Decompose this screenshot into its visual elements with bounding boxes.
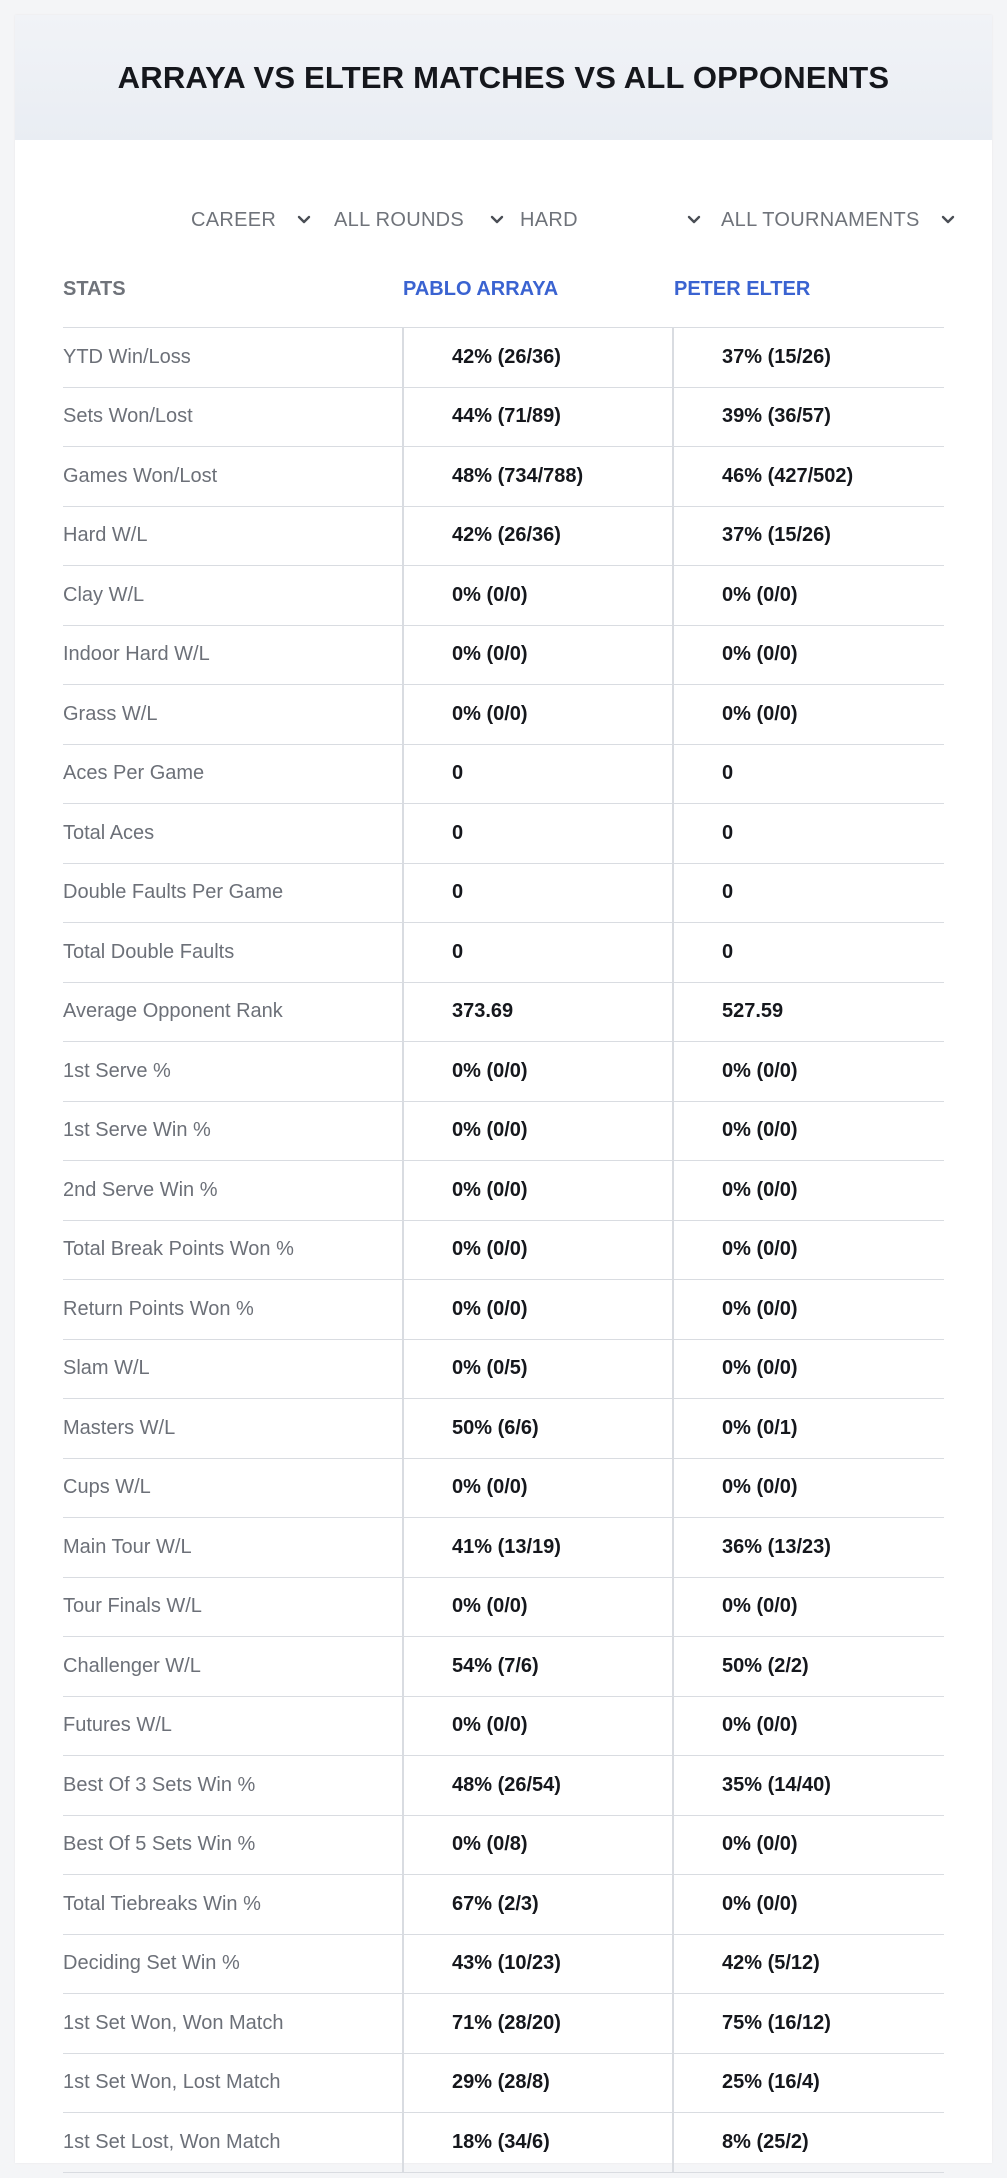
player2-value: 50% (2/2) [672,1637,944,1696]
player2-value: 0% (0/1) [672,1399,944,1458]
player2-value: 0% (0/0) [672,1102,944,1161]
table-row [63,804,944,864]
table-row [63,626,944,686]
tournament-select-value: ALL TOURNAMENTS [721,208,920,231]
player1-value: 48% (734/788) [402,447,672,506]
table-row [63,1102,944,1162]
player2-value: 527.59 [672,983,944,1042]
stat-label: 1st Set Won, Won Match [63,2011,284,2034]
player1-value: 18% (34/6) [402,2113,672,2172]
player1-value: 0% (0/0) [402,1578,672,1637]
player1-value: 0% (0/0) [402,685,672,744]
player2-value: 75% (16/12) [672,1994,944,2053]
player1-value: 54% (7/6) [402,1637,672,1696]
player2-value: 42% (5/12) [672,1935,944,1994]
filter-bar [165,192,965,248]
player2-value: 37% (15/26) [672,328,944,387]
stat-label: Slam W/L [63,1357,150,1380]
table-row [63,745,944,805]
stats-card [15,15,992,2163]
player1-value: 44% (71/89) [402,388,672,447]
player1-value: 43% (10/23) [402,1935,672,1994]
table-row [63,923,944,983]
player1-value: 0 [402,745,672,804]
stat-label: Sets Won/Lost [63,405,193,428]
stat-label: Total Break Points Won % [63,1238,294,1261]
stat-label: 1st Set Won, Lost Match [63,2071,281,2094]
player2-value: 0% (0/0) [672,685,944,744]
surface-select[interactable] [520,192,701,248]
stat-label: Main Tour W/L [63,1535,192,1558]
stat-label: 1st Set Lost, Won Match [63,2130,281,2153]
round-select[interactable] [334,192,504,248]
stat-label: Return Points Won % [63,1297,254,1320]
player2-value: 0% (0/0) [672,1875,944,1934]
player2-value: 0% (0/0) [672,1697,944,1756]
table-row [63,1637,944,1697]
player1-value: 0% (0/0) [402,1161,672,1220]
player1-value: 29% (28/8) [402,2054,672,2113]
chevron-down-icon [941,215,955,225]
player2-value: 0 [672,923,944,982]
player2-value: 0% (0/0) [672,1459,944,1518]
player2-value: 0 [672,804,944,863]
table-row [63,1280,944,1340]
table-header [63,251,944,328]
player1-link[interactable]: PABLO ARRAYA [403,277,559,300]
stat-label: Best Of 5 Sets Win % [63,1833,256,1856]
stat-label: Challenger W/L [63,1654,201,1677]
table-row [63,1042,944,1102]
player2-value: 35% (14/40) [672,1756,944,1815]
table-row [63,2054,944,2114]
player1-value: 42% (26/36) [402,507,672,566]
chevron-down-icon [687,215,701,225]
card-header [15,15,992,140]
stats-column-header: STATS [63,277,126,300]
player2-value: 0% (0/0) [672,1042,944,1101]
player2-value: 0% (0/0) [672,1340,944,1399]
player2-value: 0% (0/0) [672,1816,944,1875]
player2-value: 46% (427/502) [672,447,944,506]
player1-value: 48% (26/54) [402,1756,672,1815]
stat-label: Games Won/Lost [63,464,218,487]
table-row [63,2113,944,2173]
player1-value: 0% (0/0) [402,1459,672,1518]
player1-value: 0% (0/5) [402,1340,672,1399]
player2-value: 0% (0/0) [672,1161,944,1220]
table-row [63,328,944,388]
table-row [63,1756,944,1816]
player2-value: 0% (0/0) [672,1221,944,1280]
stat-label: YTD Win/Loss [63,345,191,368]
table-row [63,685,944,745]
period-select-value: CAREER [191,208,277,231]
table-row [63,1816,944,1876]
tournament-select[interactable] [721,192,955,248]
table-row [63,447,944,507]
period-select[interactable] [191,192,311,248]
stat-label: Indoor Hard W/L [63,643,210,666]
stat-label: Cups W/L [63,1476,151,1499]
stat-label: Tour Finals W/L [63,1595,202,1618]
player2-value: 0% (0/0) [672,626,944,685]
stat-label: Total Aces [63,821,155,844]
player1-value: 0 [402,804,672,863]
player2-value: 0% (0/0) [672,1280,944,1339]
stat-label: Futures W/L [63,1714,172,1737]
table-row [63,1935,944,1995]
stat-label: 2nd Serve Win % [63,1178,218,1201]
stat-label: Total Double Faults [63,940,235,963]
table-row [63,864,944,924]
stat-label: Grass W/L [63,702,158,725]
player1-value: 71% (28/20) [402,1994,672,2053]
player1-value: 0% (0/0) [402,1221,672,1280]
table-row [63,1994,944,2054]
stat-label: Masters W/L [63,1416,176,1439]
table-row [63,1399,944,1459]
stats-table [63,251,944,2173]
table-row [63,1578,944,1638]
table-row [63,1161,944,1221]
surface-select-value: HARD [520,208,578,231]
player1-value: 50% (6/6) [402,1399,672,1458]
player1-value: 0 [402,923,672,982]
chevron-down-icon [490,215,504,225]
player1-value: 0% (0/0) [402,626,672,685]
stat-label: Double Faults Per Game [63,881,284,904]
player2-value: 36% (13/23) [672,1518,944,1577]
table-row [63,1697,944,1757]
round-select-value: ALL ROUNDS [334,208,465,231]
chevron-down-icon [297,215,311,225]
stat-label: Best Of 3 Sets Win % [63,1773,256,1796]
player2-link[interactable]: PETER ELTER [674,277,811,300]
player2-value: 0% (0/0) [672,1578,944,1637]
player1-value: 0% (0/0) [402,1697,672,1756]
player1-value: 0 [402,864,672,923]
table-row [63,1459,944,1519]
player1-value: 41% (13/19) [402,1518,672,1577]
table-row [63,1518,944,1578]
player1-value: 67% (2/3) [402,1875,672,1934]
player2-value: 25% (16/4) [672,2054,944,2113]
stat-label: Clay W/L [63,583,145,606]
table-row [63,388,944,448]
stat-label: Aces Per Game [63,762,205,785]
player1-value: 42% (26/36) [402,328,672,387]
player1-value: 373.69 [402,983,672,1042]
player2-value: 0 [672,745,944,804]
table-body [63,328,944,2173]
table-row [63,566,944,626]
player1-value: 0% (0/0) [402,1102,672,1161]
table-row [63,507,944,567]
stat-label: 1st Serve Win % [63,1119,211,1142]
player2-value: 0 [672,864,944,923]
player2-value: 8% (25/2) [672,2113,944,2172]
stat-label: Average Opponent Rank [63,1000,283,1023]
stat-label: Deciding Set Win % [63,1952,240,1975]
player1-value: 0% (0/0) [402,566,672,625]
player2-value: 0% (0/0) [672,566,944,625]
stat-label: 1st Serve % [63,1059,171,1082]
table-row [63,1875,944,1935]
stat-label: Total Tiebreaks Win % [63,1892,261,1915]
table-row [63,1221,944,1281]
player2-value: 37% (15/26) [672,507,944,566]
player1-value: 0% (0/0) [402,1042,672,1101]
table-row [63,983,944,1043]
stat-label: Hard W/L [63,524,148,547]
page-title: ARRAYA VS ELTER MATCHES VS ALL OPPONENTS [117,59,890,95]
player1-value: 0% (0/8) [402,1816,672,1875]
player1-value: 0% (0/0) [402,1280,672,1339]
player2-value: 39% (36/57) [672,388,944,447]
table-row [63,1340,944,1400]
